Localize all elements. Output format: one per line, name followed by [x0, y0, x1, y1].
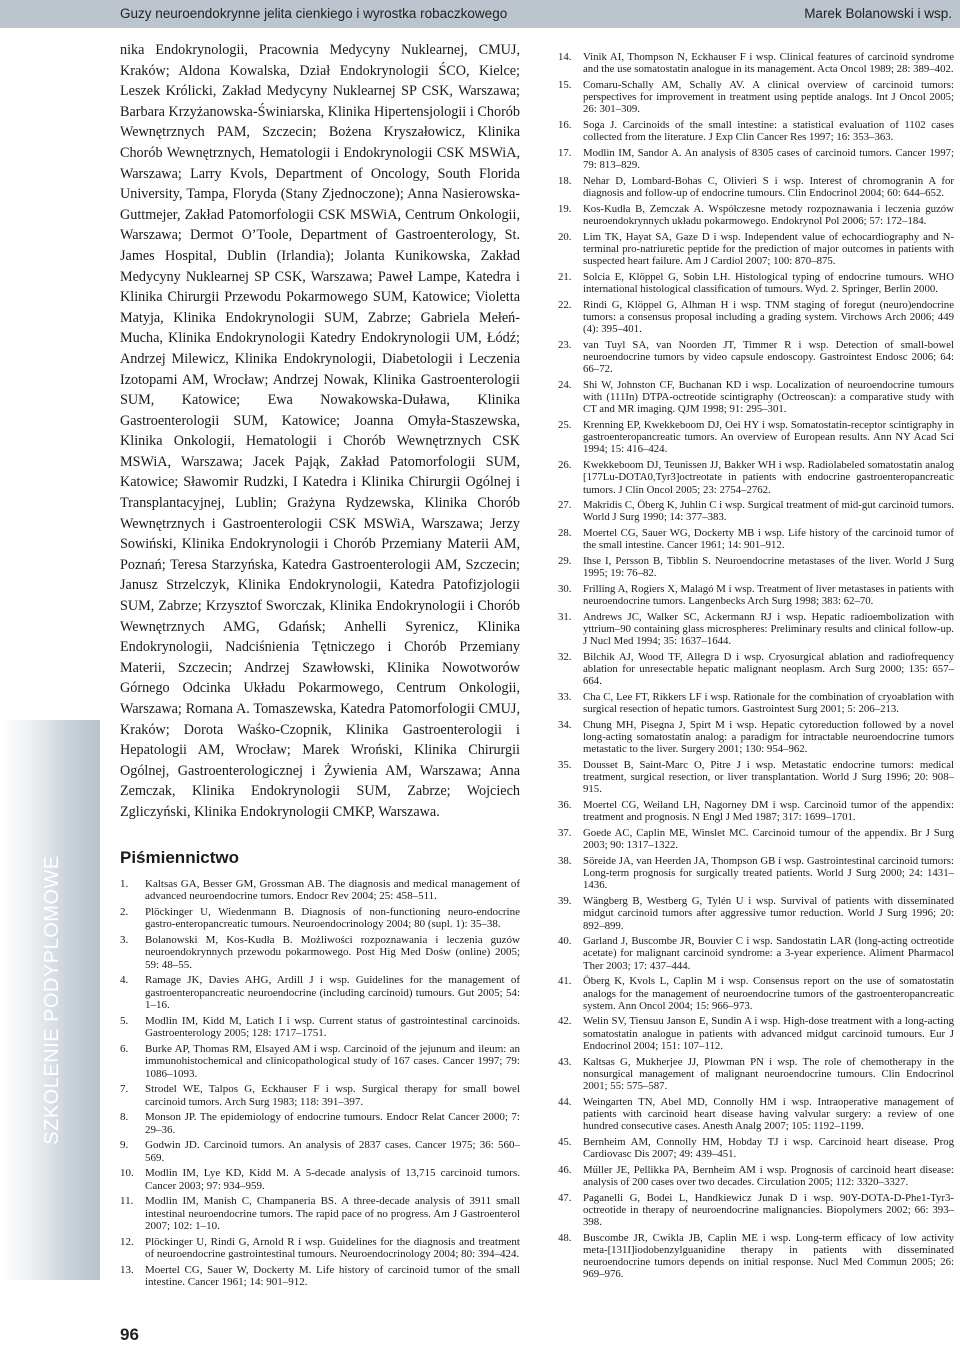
reference-item — [120, 1139, 520, 1164]
reference-number: 42. — [558, 1015, 572, 1028]
reference-number: 34. — [558, 718, 572, 731]
reference-item — [558, 759, 954, 796]
reference-item — [120, 1167, 520, 1192]
reference-text: Müller JE, Pellikka PA, Bernheim AM i wsp. Prognosis of carcinoid heart disease: analysis of 200 cases over two decades. Circulation 2005; 112: 3320–3327. — [583, 1163, 954, 1188]
reference-number: 33. — [558, 691, 572, 704]
reference-text: Strodel WE, Talpos G, Eckhauser F i wsp. Surgical therapy for small bowel carcinoid tumors. Arch Surg 1983; 118: 391–397. — [145, 1083, 520, 1108]
reference-number: 24. — [558, 378, 572, 391]
reference-number: 4. — [120, 974, 129, 987]
reference-text: Shi W, Johnston CF, Buchanan KD i wsp. Localization of neuroendocrine tumours with (111In) DTPA-octreotide scintigraphy (Octreoscan): a comparative study with CT and MR imaging. QJM 1998; 91: 295–301. — [583, 378, 954, 416]
reference-item — [558, 459, 954, 496]
reference-item — [558, 419, 954, 456]
references-list-left — [120, 878, 520, 1288]
reference-item — [558, 51, 954, 75]
reference-item — [558, 499, 954, 523]
reference-text: Andrews JC, Walker SC, Ackermann RJ i wsp. Hepatic radioembolization with yttrium–90 containing glass microspheres: Preliminary results and clinical follow-up. J Nucl Med 1994; 35: 1637–1644. — [583, 610, 954, 648]
reference-item — [120, 1264, 520, 1289]
reference-number: 47. — [558, 1191, 572, 1204]
reference-item — [558, 975, 954, 1012]
reference-item — [120, 934, 520, 971]
reference-text: Moertel CG, Sauer WG, Dockerty MB i wsp. Life history of the carcinoid tumor of the small intestine. Cancer 1961; 14: 901–912. — [583, 527, 954, 552]
left-column — [120, 40, 520, 823]
reference-item — [558, 379, 954, 416]
reference-text: Frilling A, Rogiers X, Malagó M i wsp. Treatment of liver metastases in patients with neuroendocrine tumors. Langenbecks Arch Surg 1998; 383: 62–70. — [583, 582, 954, 608]
reference-text: Modlin IM, Manish C, Champaneria BS. A three-decade analysis of 3911 small intestinal neuroendocrine tumors. The rapid pace of no progress. Am J Gastroenterol 2007; 102: 1–10. — [145, 1195, 520, 1233]
reference-item — [558, 651, 954, 688]
reference-item — [558, 827, 954, 851]
reference-item — [558, 299, 954, 336]
reference-item — [558, 555, 954, 579]
reference-number: 23. — [558, 338, 572, 351]
reference-number: 8. — [120, 1111, 129, 1124]
reference-text: Nehar D, Lombard-Bohas C, Olivieri S i wsp. Interest of chromogranin A for diagnosis and follow-up of endocrine tumours. Clin Endocrinol 2004; 60: 644–652. — [583, 174, 954, 200]
reference-text: Modlin IM, Lye KD, Kidd M. A 5-decade analysis of 13,715 carcinoid tumors. Cancer 2003; 97: 934–959. — [145, 1167, 520, 1192]
reference-text: Wängberg B, Westberg G, Tylén U i wsp. Survival of patients with disseminated midgut carcinoid tumors after aggressive tumor reduction. World J Surg 1996; 20: 892–899. — [583, 895, 954, 932]
reference-item — [558, 935, 954, 972]
reference-number: 18. — [558, 174, 572, 187]
reference-number: 14. — [558, 51, 572, 63]
reference-number: 36. — [558, 799, 572, 812]
reference-item — [120, 1015, 520, 1040]
reference-text: Buscombe JR, Cwikla JB, Caplin ME i wsp. Long-term efficacy of low activity meta-[131I]iodobenzylguanidine therapy in patients with disseminated neuroendocrine tumors depends on initial response. Nucl Med Commun 2005; 26: 969–976. — [583, 1231, 954, 1281]
reference-item — [120, 1111, 520, 1136]
reference-text: Goede AC, Caplin ME, Winslet MC. Carcinoid tumour of the appendix. Br J Surg 2003; 90: 1317–1322. — [583, 827, 954, 852]
reference-number: 37. — [558, 827, 572, 840]
reference-item — [558, 1136, 954, 1160]
references-right-column — [558, 51, 954, 1284]
reference-text: Rindi G, Klöppel G, Alhman H i wsp. TNM staging of foregut (neuro)endocrine tumors: a consensus proposal including a grading system. Virchows Arch 2006; 449 (4): 395–401. — [583, 298, 954, 336]
reference-item — [558, 895, 954, 932]
reference-item — [558, 1015, 954, 1052]
reference-text: Plöckinger U, Rindi G, Arnold R i wsp. Guidelines for the diagnosis and treatment of neuroendocrine gastrointestinal tumours. Neuroendocrinology 2004; 80: 394–424. — [145, 1235, 520, 1261]
reference-text: Moertel CG, Sauer W, Dockerty M. Life history of carcinoid tumor of the small intestine. Cancer 1961; 14: 901–912. — [145, 1263, 520, 1289]
reference-item — [558, 339, 954, 376]
reference-item — [120, 1236, 520, 1261]
reference-item — [120, 1083, 520, 1108]
reference-item — [558, 271, 954, 295]
reference-item — [558, 119, 954, 143]
reference-number: 16. — [558, 119, 572, 132]
reference-number: 25. — [558, 418, 572, 431]
reference-text: Godwin JD. Carcinoid tumors. An analysis of 2837 cases. Cancer 1975; 36: 560–569. — [145, 1139, 520, 1164]
reference-item — [558, 583, 954, 607]
reference-number: 1. — [120, 878, 129, 890]
reference-number: 48. — [558, 1231, 572, 1244]
reference-item — [558, 1056, 954, 1093]
reference-number: 19. — [558, 202, 572, 215]
reference-number: 7. — [120, 1083, 129, 1096]
contributors-paragraph: nika Endokrynologii, Pracownia Medycyny Nuklearnej, CMUJ, Kraków; Aldona Kowalska, Dział Endokrynologii ŚCO, Kielce; Leszek Królicki, Zakład Medycyny Nuklearnej SP CSK, Warszawa; Barbara Krzyżanowska-Świniarska, Klinika Hipertensjologii i Chorób Wewnętrznych PAM, Szczecin; Bożena Kryszałowicz, Klinika Chorób Wewnętrznych, Hematologii i Endokrynologii CSK MSWiA, Warszawa; Larry Kvols, Department of Oncology, South Florida University, Tampa, Floryda (Stany Zjednoczone); Anna Nasierowska-Guttmejer, Zakład Patomorfologii CSK MSWiA, Centrum Onkologii, Warszawa; Dermot O’Toole, Department of Gastroenterology, St. James Hospital, Dublin (Irlandia); Jolanta Kunikowska, Zakład Medycyny Nuklearnej SP CSK, Warszawa; Paweł Lampe, Katedra i Klinika Chirurgii Przewodu Pokarmowego SUM, Katowice; Violetta Matyja, Klinika Endokrynologii SUM, Zabrze; Gabriela Mełeń-Mucha, Klinika Endokrynologii Katedry Endokrynologii UM, Łódź; Andrzej Milewicz, Klinika Endokrynologii, Diabetologii i Leczenia Izotopami AM, Wrocław; Andrzej Nowak, Klinika Gastroenterologii SUM, Katowice; Ewa Nowakowska-Duława, Klinika Gastroenterologii SUM, Katowice; Joanna Omyła-Staszewska, Klinika Onkologii, Hematologii i Chorób Wewnętrznych CSK MSWiA, Warszawa; Jacek Pająk, Zakład Patomorfologii SUM, Katowice; Sławomir Rudzki, I Katedra i Klinika Chirurgii Ogólnej i Transplantacyjnej, Lublin; Grażyna Rydzewska, Klinika Chorób Wewnętrznych i Gastroenterologii CSK MSWiA, Warszawa; Jerzy Sowiński, Klinika Endokrynologii i Chorób Przemiany Materii AM, Poznań; Teresa Starzyńska, Katedra Gastroenterologii AM, Szczecin; Janusz Strzelczyk, Klinika Endokrynologii, Katedra Patofizjologii SUM, Zabrze; Krzysztof Sworczak, Klinika Endokrynologii i Chorób Wewnętrznych AMG, Gdańsk; Anhelli Syrenicz, Klinika Endokrynologii, Nadciśnienia Tętniczego i Chorób Przemiany Materii, Szczecin; Andrzej Szawłowski, Klinika Nowotworów Górnego Odcinka Układu Pokarmowego, Centrum Onkologii, Warszawa; Romana A. Tomaszewska, Katedra Patomorfologii CMUJ, Kraków; Dorota Waśko-Czopnik, Klinika Gastroenterologii i Hepatologii AM, Wrocław; Marek Wroński, Klinika Chirurgii Ogólnej, Gastroenterologicznej i Żywienia AM, Warszawa; Anna Zemczak, Klinika Endokrynologii SUM, Zabrze; Wojciech Zgliczyński, Klinika Endokrynologii CMKP, Warszawa. — [120, 42, 520, 820]
reference-item — [558, 1164, 954, 1188]
reference-item — [558, 79, 954, 116]
reference-number: 40. — [558, 935, 572, 948]
reference-number: 27. — [558, 499, 572, 512]
reference-item — [120, 906, 520, 931]
references-left-column — [120, 878, 520, 1292]
page-number: 96 — [120, 1325, 139, 1344]
reference-text: Krenning EP, Kwekkeboom DJ, Oei HY i wsp. Somatostatin-receptor scintigraphy in gastroenteropancreatic tumors. An overview of European results. Ann NY Acad Sci 1994; 15: 416–424. — [583, 418, 954, 456]
reference-number: 32. — [558, 650, 572, 663]
reference-number: 29. — [558, 555, 572, 568]
reference-text: Monson JP. The epidemiology of endocrine tumours. Endocr Relat Cancer 2000; 7: 29–36. — [145, 1111, 520, 1136]
reference-item — [558, 527, 954, 551]
reference-number: 15. — [558, 78, 572, 91]
reference-text: Modlin IM, Kidd M, Latich I i wsp. Current status of gastrointestinal carcinoids. Gastroenterology 2005; 128: 1717–1751. — [145, 1014, 520, 1040]
reference-number: 45. — [558, 1135, 572, 1148]
reference-number: 43. — [558, 1055, 572, 1068]
reference-number: 5. — [120, 1014, 129, 1027]
reference-number: 30. — [558, 582, 572, 595]
reference-item — [558, 203, 954, 227]
reference-number: 2. — [120, 906, 129, 918]
reference-item — [558, 799, 954, 823]
reference-number: 38. — [558, 854, 572, 867]
reference-number: 41. — [558, 975, 572, 988]
reference-item — [558, 719, 954, 756]
reference-text: Cha C, Lee FT, Rikkers LF i wsp. Rationale for the combination of cryoablation with surgical resection of hepatic tumors. Gastrointest Surg 2001; 5: 206–213. — [583, 691, 954, 716]
reference-text: Makridis C, Öberg K, Juhlin C i wsp. Surgical treatment of mid-gut carcinoid tumors. World J Surg 1990; 14: 377–383. — [583, 499, 954, 524]
reference-text: Kos-Kudła B, Zemczak A. Współczesne metody rozpoznawania i leczenia guzów neuroendokrynnych układu pokarmowego. Endokrynol Pol 2006; 57: 172–184. — [583, 202, 954, 227]
reference-text: Paganelli G, Bodei L, Handkiewicz Junak D i wsp. 90Y-DOTA-D-Phe1-Tyr3-octreotide in therapy of neuroendocrine malignancies. Biopolymers 2002; 66: 393–398. — [583, 1191, 954, 1228]
reference-text: Garland J, Buscombe JR, Bouvier C i wsp. Sandostatin LAR (long-acting octreotide acetate) for malignant carcinoid syndrome: a 3-year experience. Aliment Pharmacol Ther 2003; 17: 437–444. — [583, 935, 954, 972]
reference-text: Ramage JK, Davies AHG, Ardill J i wsp. Guidelines for the management of gastroenteropancreatic neuroendocrine (including carcinoid) tumours. Gut 2005; 54: 1–16. — [145, 974, 520, 1012]
section-label-text: SZKOLENIE PODYPLOMOWE — [41, 855, 63, 1145]
reference-number: 13. — [120, 1263, 134, 1276]
reference-item — [120, 878, 520, 903]
reference-text: van Tuyl SA, van Noorden JT, Timmer R i wsp. Detection of small-bowel neuroendocrine tumors by video capsule endoscopy. Gastrointest Endosc 2006; 64: 66–72. — [583, 338, 954, 376]
reference-item — [558, 691, 954, 715]
reference-text: Chung MH, Pisegna J, Spirt M i wsp. Hepatic cytoreduction followed by a novel long-acting somatostatin analog: a paradigm for intractable neuroendocrine tumors metastatic to the liver. Surgery 2001; 130: 954–962. — [583, 718, 954, 756]
reference-text: Burke AP, Thomas RM, Elsayed AM i wsp. Carcinoid of the jejunum and ileum: an immunohistochemical and clinicopathological study of 167 cases. Cancer 1997; 79: 1086–1093. — [145, 1042, 520, 1080]
reference-number: 39. — [558, 895, 572, 908]
reference-number: 3. — [120, 934, 129, 946]
reference-number: 12. — [120, 1235, 134, 1248]
reference-text: Bernheim AM, Connolly HM, Hobday TJ i wsp. Carcinoid heart disease. Prog Cardiovasc Dis 2007; 49: 439–451. — [583, 1135, 954, 1160]
reference-item — [120, 1043, 520, 1080]
reference-item — [558, 147, 954, 171]
reference-item — [558, 611, 954, 648]
reference-number: 9. — [120, 1139, 129, 1152]
reference-text: Soga J. Carcinoids of the small intestine: a statistical evaluation of 1102 cases collected from the literature. J Exp Clin Cancer Res 1997; 16: 353–363. — [583, 119, 954, 144]
reference-text: Ihse I, Persson B, Tibblin S. Neuroendocrine metastases of the liver. World J Surg 1995; 19: 76–82. — [583, 555, 954, 580]
reference-item — [558, 855, 954, 892]
reference-number: 17. — [558, 146, 572, 159]
reference-number: 22. — [558, 298, 572, 311]
reference-item — [120, 974, 520, 1011]
reference-text: Bilchik AJ, Wood TF, Allegra D i wsp. Cryosurgical ablation and radiofrequency ablation for unresectable hepatic malignant neoplasm. Arch Surg 2000; 135: 657–664. — [583, 650, 954, 688]
reference-number: 10. — [120, 1167, 134, 1180]
reference-number: 20. — [558, 230, 572, 243]
reference-number: 6. — [120, 1042, 129, 1055]
reference-text: Lim TK, Hayat SA, Gaze D i wsp. Independent value of echocardiography and N-terminal pro-natriuretic peptide for the prediction of major outcomes in patients with suspected heart failure. Am J Cardiol 2007; 100: 870–875. — [583, 230, 954, 268]
reference-text: Modlin IM, Sandor A. An analysis of 8305 cases of carcinoid tumors. Cancer 1997; 79: 813–829. — [583, 146, 954, 172]
reference-text: Kwekkeboom DJ, Teunissen JJ, Bakker WH i wsp. Radiolabeled somatostatin analog [177Lu-DOTA0,Tyr3]octreotate in patients with endocrine gastroenteropancreatic tumors. J Clin Oncol 2005; 23: 2754–2762. — [583, 459, 954, 496]
references-list-right — [558, 51, 954, 1280]
reference-number: 28. — [558, 527, 572, 540]
reference-item — [558, 175, 954, 199]
reference-number: 11. — [120, 1195, 134, 1208]
reference-text: Dousset B, Saint-Marc O, Pitre J i wsp. Metastatic endocrine tumors: medical treatment, surgical resection, or liver transplantation. World J Surg 1996; 20: 908–915. — [583, 759, 954, 796]
reference-text: Weingarten TN, Abel MD, Connolly HM i wsp. Intraoperative management of patients with carcinoid heart disease having valvular surgery: a review of one hundred consecutive cases. Anesth Analg 2007; 105: 1192–1199. — [583, 1095, 954, 1133]
reference-text: Kaltsas GA, Besser GM, Grossman AB. The diagnosis and medical management of advanced neuroendocrine tumors. Endocr Rev 2004; 25: 458–511. — [145, 878, 520, 903]
reference-item — [558, 231, 954, 268]
reference-text: Welin SV, Tiensuu Janson E, Sundin A i wsp. High-dose treatment with a long-acting somatostatin analogue in patients with advanced midgut carcinoid tumours. Eur J Endocrinol 2004; 151: 107–112. — [583, 1015, 954, 1052]
running-header — [0, 0, 960, 28]
reference-text: Plöckinger U, Wiedenmann B. Diagnosis of non-functioning neuro-endocrine gastro-enteropancreatic tumours. Neuroendocrinology 2004; 80 (supl. 1): 35–38. — [145, 906, 520, 931]
running-header-authors: Marek Bolanowski i wsp. — [804, 6, 952, 21]
reference-item — [558, 1232, 954, 1281]
reference-item — [120, 1195, 520, 1232]
reference-number: 44. — [558, 1095, 572, 1108]
reference-number: 21. — [558, 270, 572, 283]
reference-number: 35. — [558, 759, 572, 772]
reference-text: Kaltsas G, Mukherjee JJ, Plowman PN i wsp. The role of chemotherapy in the nonsurgical management of malignant neuroendocrine tumours. Clin Endocrinol 2001; 55: 575–587. — [583, 1055, 954, 1092]
reference-item — [558, 1192, 954, 1229]
reference-item — [558, 1096, 954, 1133]
reference-text: Bolanowski M, Kos-Kudła B. Możliwości rozpoznawania i leczenia guzów neuroendokrynnych przewodu pokarmowego. Post Hig Med Dośw (online) 2005; 59: 48–55. — [145, 934, 520, 971]
references-heading: Piśmiennictwo — [120, 848, 240, 867]
reference-number: 26. — [558, 459, 572, 472]
reference-text: Moertel CG, Weiland LH, Nagorney DM i wsp. Carcinoid tumor of the appendix: treatment and prognosis. N Engl J Med 1987; 317: 1699–1701. — [583, 799, 954, 824]
running-header-title: Guzy neuroendokrynne jelita cienkiego i wyrostka robaczkowego — [120, 6, 508, 21]
reference-text: Söreide JA, van Heerden JA, Thompson GB i wsp. Gastrointestinal carcinoid tumors: Long-term prognosis for surgically treated patients. World J Surg 2000; 24: 1431–1436. — [583, 854, 954, 892]
reference-text: Öberg K, Kvols L, Caplin M i wsp. Consensus report on the use of somatostatin analogs for the management of neuroendocrine tumors of the gastroenteropancreatic system. Ann Oncol 2004; 15: 966–973. — [583, 975, 954, 1012]
reference-text: Vinik AI, Thompson N, Eckhauser F i wsp. Clinical features of carcinoid syndrome and the use somatostatin analogue in its management. Acta Oncol 1989; 28: 389–402. — [583, 51, 954, 76]
reference-number: 46. — [558, 1163, 572, 1176]
reference-text: Comaru-Schally AM, Schally AV. A clinical overview of carcinoid tumors: perspectives for improvement in treatment using peptide analogs. Int J Oncol 2005; 26: 301–309. — [583, 78, 954, 116]
reference-number: 31. — [558, 610, 572, 623]
reference-text: Solcia E, Klöppel G, Sobin LH. Histological typing of endocrine tumours. WHO international histological classification of tumours. Wyd. 2. Springer, Berlin 2000. — [583, 270, 954, 295]
